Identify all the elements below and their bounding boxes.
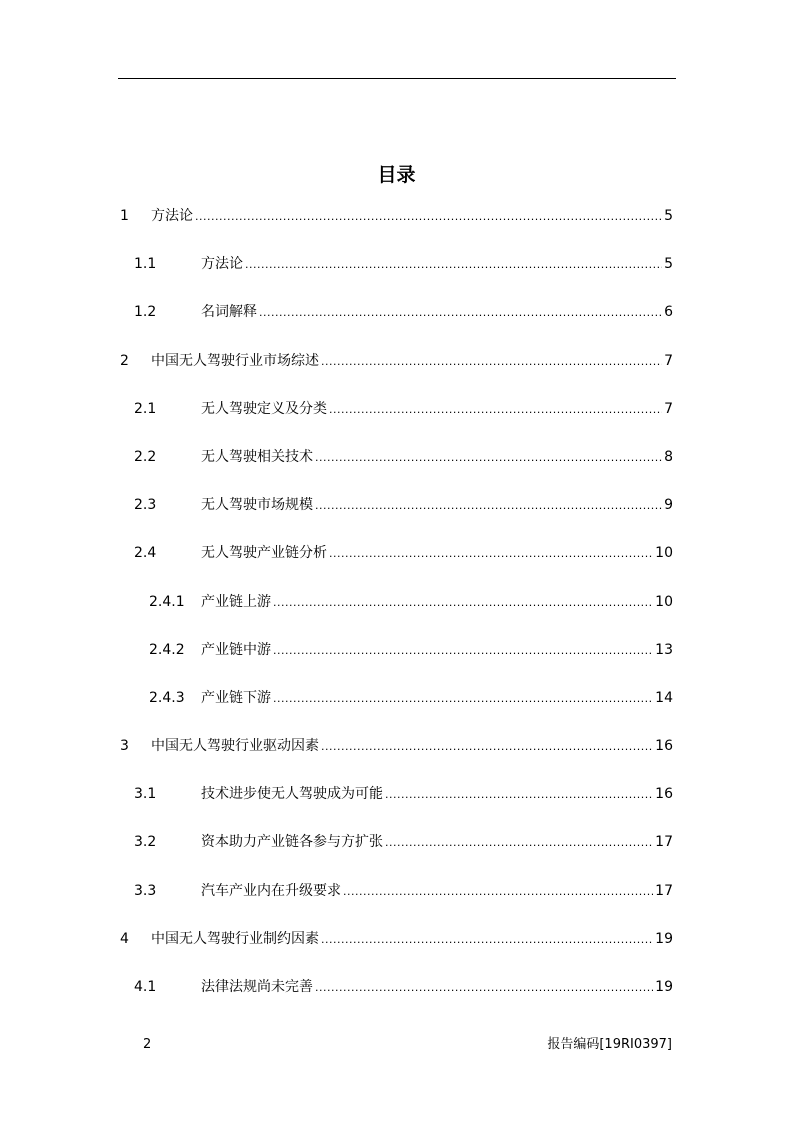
toc-entry-number: 3 (120, 738, 129, 755)
toc-entry-page: 6 (664, 304, 673, 321)
toc-entry-number: 1.1 (134, 256, 157, 273)
toc-entry[interactable] (118, 590, 673, 638)
toc-entry-page: 5 (664, 208, 673, 224)
toc-entry-title: 中国无人驾驶行业市场综述 (151, 352, 319, 369)
toc-entry-number: 2 (120, 352, 129, 369)
toc-entry[interactable] (118, 493, 673, 541)
toc-entry[interactable] (118, 541, 673, 589)
toc-entry-number: 2.1 (134, 400, 157, 417)
toc-entry-page: 9 (664, 497, 673, 514)
toc-dot-leader (321, 735, 653, 759)
toc-entry-number: 1 (120, 208, 129, 224)
toc-entry-page: 16 (655, 786, 673, 803)
toc-entry-title: 无人驾驶市场规模 (201, 497, 313, 514)
toc-entry-number: 2.4.3 (149, 689, 185, 706)
toc-entry-row (118, 541, 673, 565)
toc-entry-number: 3.1 (134, 786, 157, 803)
toc-entry-row (118, 975, 673, 999)
toc-dot-leader (343, 880, 653, 904)
toc-entry[interactable] (118, 830, 673, 878)
toc-dot-leader (315, 446, 662, 470)
toc-entry-row (118, 397, 673, 421)
toc-entry-number: 3.3 (134, 882, 157, 899)
toc-dot-leader (321, 350, 662, 374)
toc-entry-page: 19 (655, 930, 673, 947)
toc-entry[interactable] (118, 204, 673, 252)
toc-entry-page: 17 (655, 834, 673, 851)
toc-entry-title: 技术进步使无人驾驶成为可能 (201, 786, 383, 803)
toc-entry-title: 资本助力产业链各参与方扩张 (201, 834, 383, 851)
toc-entry-title: 方法论 (201, 256, 243, 273)
toc-entry-page: 5 (664, 256, 673, 273)
toc-entry-row (118, 590, 673, 614)
toc-entry-row (118, 879, 673, 903)
toc-entry-row (118, 830, 673, 854)
toc-entry-number: 1.2 (134, 304, 157, 321)
toc-entry-row (118, 638, 673, 662)
toc-entry-number: 4 (120, 930, 129, 947)
toc-entry-page: 10 (655, 593, 673, 610)
toc-entry[interactable] (118, 879, 673, 927)
toc-entry[interactable] (118, 782, 673, 830)
toc-entry-number: 2.4.2 (149, 641, 185, 658)
toc-entry-page: 10 (655, 545, 673, 562)
toc-entry-row (118, 782, 673, 806)
toc-entry-title: 无人驾驶定义及分类 (201, 400, 327, 417)
toc-entry-title: 方法论 (151, 208, 193, 224)
toc-entry-number: 4.1 (134, 979, 157, 995)
toc-entry-title: 法律法规尚未完善 (201, 979, 313, 995)
toc-entry[interactable] (118, 445, 673, 493)
toc-entry[interactable] (118, 300, 673, 348)
toc-dot-leader (321, 928, 653, 952)
toc-entry-number: 2.2 (134, 448, 157, 465)
toc-dot-leader (329, 398, 662, 422)
toc-entry-page: 16 (655, 738, 673, 755)
toc-entry-page: 14 (655, 689, 673, 706)
footer-report-code: 报告编码[19RI0397] (547, 1037, 672, 1052)
toc-entry-title: 汽车产业内在升级要求 (201, 882, 341, 899)
toc-entry-title: 产业链中游 (201, 641, 271, 658)
toc-entry-row (118, 204, 673, 228)
toc-entry-title: 无人驾驶相关技术 (201, 448, 313, 465)
toc-dot-leader (245, 253, 662, 277)
toc-entry-row (118, 445, 673, 469)
toc-dot-leader (259, 301, 662, 325)
toc-entry-row (118, 927, 673, 951)
toc-entry-title: 名词解释 (201, 304, 257, 321)
footer-page-number: 2 (143, 1037, 152, 1052)
toc-entry-number: 2.3 (134, 497, 157, 514)
toc-entry-row (118, 300, 673, 324)
toc-entry-title: 中国无人驾驶行业制约因素 (151, 930, 319, 947)
toc-dot-leader (385, 783, 653, 807)
toc-dot-leader (273, 639, 653, 663)
toc-dot-leader (315, 494, 662, 518)
toc-entry-page: 7 (664, 400, 673, 417)
toc-entry-row (118, 252, 673, 276)
toc-entry-title: 产业链下游 (201, 689, 271, 706)
toc-entry-page: 17 (655, 882, 673, 899)
toc-dot-leader (385, 831, 653, 855)
toc-dot-leader (329, 542, 653, 566)
toc-entry-page: 8 (664, 448, 673, 465)
toc-entry[interactable] (118, 734, 673, 782)
toc-dot-leader (273, 591, 653, 615)
toc-entry-row (118, 349, 673, 373)
toc-entry-page: 19 (655, 979, 673, 995)
toc-entry-row (118, 493, 673, 517)
toc-entry-number: 2.4.1 (149, 593, 185, 610)
toc-entry-number: 3.2 (134, 834, 157, 851)
toc-entry-page: 7 (664, 352, 673, 369)
toc-entry[interactable] (118, 638, 673, 686)
toc-entry[interactable] (118, 349, 673, 397)
toc-title: 目录 (377, 164, 416, 186)
toc-dot-leader (273, 687, 653, 711)
toc-entry-page: 13 (655, 641, 673, 658)
toc-entry-row (118, 686, 673, 710)
header-rule (118, 78, 676, 79)
toc-entry-row (118, 734, 673, 758)
toc-entry-number: 2.4 (134, 545, 157, 562)
toc-entry[interactable] (118, 252, 673, 300)
toc-dot-leader (315, 976, 653, 1000)
toc-entry[interactable] (118, 686, 673, 734)
toc-entry[interactable] (118, 975, 673, 1023)
toc-entry-title: 无人驾驶产业链分析 (201, 545, 327, 562)
table-of-contents (118, 204, 673, 1023)
toc-entry[interactable] (118, 397, 673, 445)
toc-entry[interactable] (118, 927, 673, 975)
toc-entry-title: 中国无人驾驶行业驱动因素 (151, 738, 319, 755)
toc-entry-title: 产业链上游 (201, 593, 271, 610)
toc-dot-leader (195, 205, 662, 229)
